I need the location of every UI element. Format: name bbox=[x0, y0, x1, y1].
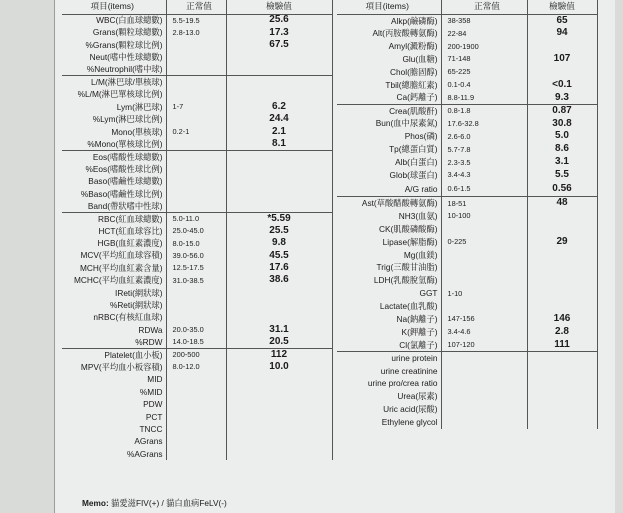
result-row bbox=[337, 403, 597, 416]
normal-range bbox=[441, 416, 527, 429]
result-value bbox=[226, 51, 332, 63]
test-name: urine pro/crea ratio bbox=[337, 377, 441, 390]
result-row bbox=[62, 249, 332, 261]
result-row bbox=[337, 66, 597, 79]
result-value bbox=[527, 351, 597, 364]
test-name: GGT bbox=[337, 287, 441, 300]
result-value bbox=[226, 64, 332, 76]
normal-range: 200-1900 bbox=[441, 40, 527, 53]
test-name: NH3(血氨) bbox=[337, 210, 441, 223]
test-name: MCHC(平均血紅素濃度) bbox=[62, 274, 166, 286]
result-value bbox=[226, 200, 332, 212]
result-value bbox=[527, 274, 597, 287]
normal-range bbox=[166, 150, 226, 162]
test-name: Alkp(鹼磷酶) bbox=[337, 14, 441, 27]
result-value: 25.5 bbox=[226, 225, 332, 237]
result-value: 65 bbox=[527, 14, 597, 27]
result-row bbox=[337, 40, 597, 53]
result-row bbox=[62, 373, 332, 385]
result-value bbox=[527, 222, 597, 235]
result-row bbox=[62, 187, 332, 199]
test-name: Tp(總蛋白質) bbox=[337, 143, 441, 156]
test-name: MPV(平均血小板容積) bbox=[62, 361, 166, 373]
normal-range: 0.6-1.5 bbox=[441, 182, 527, 197]
test-name: Cl(氯離子) bbox=[337, 338, 441, 351]
test-name: HGB(血紅素濃度) bbox=[62, 237, 166, 249]
result-row bbox=[62, 51, 332, 63]
result-row bbox=[62, 175, 332, 187]
normal-range: 71-148 bbox=[441, 53, 527, 66]
result-value: 9.3 bbox=[527, 91, 597, 104]
normal-range: 2.6-6.0 bbox=[441, 130, 527, 143]
result-value: 6.2 bbox=[226, 101, 332, 113]
result-value: 20.5 bbox=[226, 336, 332, 348]
test-name: Mg(血鎂) bbox=[337, 248, 441, 261]
result-row bbox=[337, 313, 597, 326]
result-row bbox=[62, 324, 332, 336]
result-row bbox=[337, 130, 597, 143]
result-row bbox=[337, 235, 597, 248]
test-name: Ast(草酸醋酸轉氨酶) bbox=[337, 197, 441, 210]
result-value: 107 bbox=[527, 53, 597, 66]
test-name: Phos(磷) bbox=[337, 130, 441, 143]
result-row bbox=[62, 237, 332, 249]
normal-range bbox=[166, 423, 226, 435]
result-row bbox=[337, 169, 597, 182]
result-row bbox=[62, 64, 332, 76]
result-row bbox=[337, 78, 597, 91]
test-name: Mono(單核球) bbox=[62, 126, 166, 138]
test-name: CK(肌酸磷酸酶) bbox=[337, 222, 441, 235]
result-value: *5.59 bbox=[226, 212, 332, 224]
result-value bbox=[527, 377, 597, 390]
result-value bbox=[226, 411, 332, 423]
test-name: urine creatinine bbox=[337, 364, 441, 377]
normal-range: 1-10 bbox=[441, 287, 527, 300]
normal-range: 14.0-18.5 bbox=[166, 336, 226, 348]
test-name: PDW bbox=[62, 398, 166, 410]
test-name: Lym(淋巴球) bbox=[62, 101, 166, 113]
normal-range bbox=[441, 403, 527, 416]
test-name: Eos(嗜酸性球總數) bbox=[62, 150, 166, 162]
test-name: Baso(嗜鹼性球總數) bbox=[62, 175, 166, 187]
result-value: 2.1 bbox=[226, 126, 332, 138]
result-row bbox=[62, 311, 332, 323]
result-row bbox=[337, 300, 597, 313]
result-row bbox=[337, 117, 597, 130]
result-value: 0.56 bbox=[527, 182, 597, 197]
test-name: Chol(膽固醇) bbox=[337, 66, 441, 79]
normal-range: 65-225 bbox=[441, 66, 527, 79]
result-value: 31.1 bbox=[226, 324, 332, 336]
result-value bbox=[226, 76, 332, 88]
test-name: Alt(丙胺酸轉氨酶) bbox=[337, 27, 441, 40]
result-value bbox=[226, 423, 332, 435]
test-name: Bun(血中尿素氮) bbox=[337, 117, 441, 130]
normal-range bbox=[166, 448, 226, 460]
result-value: 3.1 bbox=[527, 156, 597, 169]
test-name: Platelet(血小板) bbox=[62, 349, 166, 361]
biochemistry-table bbox=[337, 0, 598, 429]
test-name: K(鉀離子) bbox=[337, 326, 441, 339]
result-value bbox=[226, 175, 332, 187]
test-name: Alb(白蛋白) bbox=[337, 156, 441, 169]
test-name: Uric acid(尿酸) bbox=[337, 403, 441, 416]
result-row bbox=[62, 138, 332, 150]
result-row bbox=[62, 101, 332, 113]
result-value bbox=[226, 311, 332, 323]
test-name: MID bbox=[62, 373, 166, 385]
result-row bbox=[337, 210, 597, 223]
test-name: Trig(三酸甘油脂) bbox=[337, 261, 441, 274]
test-name: L/M(淋巴球/單核球) bbox=[62, 76, 166, 88]
result-row bbox=[337, 104, 597, 117]
normal-range bbox=[166, 200, 226, 212]
test-name: Neut(嗜中性球總數) bbox=[62, 51, 166, 63]
result-value: 17.3 bbox=[226, 26, 332, 38]
result-row bbox=[62, 336, 332, 348]
result-value bbox=[226, 150, 332, 162]
normal-range bbox=[166, 175, 226, 187]
normal-range: 25.0-45.0 bbox=[166, 225, 226, 237]
result-row bbox=[337, 351, 597, 364]
normal-range: 0.2-1 bbox=[166, 126, 226, 138]
normal-range bbox=[441, 248, 527, 261]
result-row bbox=[337, 287, 597, 300]
normal-range bbox=[166, 411, 226, 423]
normal-range bbox=[166, 138, 226, 150]
result-row bbox=[62, 349, 332, 361]
result-value: 29 bbox=[527, 235, 597, 248]
normal-range bbox=[166, 287, 226, 299]
test-name: urine protein bbox=[337, 351, 441, 364]
result-value: <0.1 bbox=[527, 78, 597, 91]
normal-range: 1-7 bbox=[166, 101, 226, 113]
result-value bbox=[226, 373, 332, 385]
normal-range bbox=[166, 163, 226, 175]
normal-range: 38-358 bbox=[441, 14, 527, 27]
result-value bbox=[226, 287, 332, 299]
test-name: TNCC bbox=[62, 423, 166, 435]
test-name: Glob(球蛋白) bbox=[337, 169, 441, 182]
result-row bbox=[62, 225, 332, 237]
result-value: 17.6 bbox=[226, 262, 332, 274]
result-row bbox=[62, 39, 332, 51]
result-value: 146 bbox=[527, 313, 597, 326]
result-value: 25.6 bbox=[226, 14, 332, 26]
result-value bbox=[226, 163, 332, 175]
result-row bbox=[337, 377, 597, 390]
normal-range: 20.0-35.0 bbox=[166, 324, 226, 336]
normal-range bbox=[441, 261, 527, 274]
result-row bbox=[62, 411, 332, 423]
normal-range bbox=[166, 386, 226, 398]
result-row bbox=[62, 14, 332, 26]
result-row bbox=[62, 26, 332, 38]
result-row bbox=[62, 435, 332, 447]
normal-range: 17.6-32.8 bbox=[441, 117, 527, 130]
normal-range: 0-225 bbox=[441, 235, 527, 248]
result-value bbox=[226, 299, 332, 311]
normal-range bbox=[166, 76, 226, 88]
normal-range bbox=[166, 311, 226, 323]
normal-range bbox=[441, 351, 527, 364]
test-name: Ca(鈣離子) bbox=[337, 91, 441, 104]
normal-range bbox=[166, 187, 226, 199]
test-name: %MID bbox=[62, 386, 166, 398]
normal-range bbox=[166, 64, 226, 76]
normal-range: 5.5-19.5 bbox=[166, 14, 226, 26]
test-name: %Mono(單核球比例) bbox=[62, 138, 166, 150]
test-name: HCT(紅血球容比) bbox=[62, 225, 166, 237]
result-value bbox=[226, 386, 332, 398]
test-name: %Eos(嗜酸性球比例) bbox=[62, 163, 166, 175]
normal-range: 107-120 bbox=[441, 338, 527, 351]
result-row bbox=[337, 364, 597, 377]
header-normal: 正常值 bbox=[166, 0, 226, 14]
header-row bbox=[62, 0, 332, 14]
result-row bbox=[337, 14, 597, 27]
normal-range: 3.4-4.6 bbox=[441, 326, 527, 339]
test-name: MCV(平均紅血球容積) bbox=[62, 249, 166, 261]
result-row bbox=[62, 163, 332, 175]
result-row bbox=[62, 88, 332, 100]
result-value bbox=[226, 187, 332, 199]
result-row bbox=[337, 274, 597, 287]
normal-range bbox=[166, 113, 226, 125]
result-row bbox=[62, 150, 332, 162]
result-value: 24.4 bbox=[226, 113, 332, 125]
test-name: %Baso(嗜鹼性球比例) bbox=[62, 187, 166, 199]
test-name: Urea(尿素) bbox=[337, 390, 441, 403]
result-value bbox=[527, 40, 597, 53]
test-name: Band(帶狀嗜中性球) bbox=[62, 200, 166, 212]
result-row bbox=[62, 423, 332, 435]
normal-range bbox=[441, 300, 527, 313]
result-value: 67.5 bbox=[226, 39, 332, 51]
test-name: Tbil(總膽紅素) bbox=[337, 78, 441, 91]
result-value: 9.8 bbox=[226, 237, 332, 249]
result-row bbox=[62, 262, 332, 274]
normal-range: 2.3-3.5 bbox=[441, 156, 527, 169]
result-value bbox=[527, 300, 597, 313]
test-name: IReti(網狀球) bbox=[62, 287, 166, 299]
test-name: %RDW bbox=[62, 336, 166, 348]
header-items: 項目(items) bbox=[62, 0, 166, 14]
header-row bbox=[337, 0, 597, 14]
result-value: 5.0 bbox=[527, 130, 597, 143]
normal-range: 5.7-7.8 bbox=[441, 143, 527, 156]
result-row bbox=[62, 299, 332, 311]
result-row bbox=[337, 416, 597, 429]
test-name: %L/M(淋巴單核球比例) bbox=[62, 88, 166, 100]
test-name: PCT bbox=[62, 411, 166, 423]
normal-range: 0.8-1.8 bbox=[441, 104, 527, 117]
result-row bbox=[337, 27, 597, 40]
result-value: 94 bbox=[527, 27, 597, 40]
result-row bbox=[62, 126, 332, 138]
normal-range: 0.1-0.4 bbox=[441, 78, 527, 91]
result-row bbox=[337, 143, 597, 156]
result-value: 2.8 bbox=[527, 326, 597, 339]
normal-range bbox=[441, 377, 527, 390]
memo-line bbox=[82, 497, 227, 509]
result-row bbox=[337, 338, 597, 351]
normal-range: 5.0-11.0 bbox=[166, 212, 226, 224]
memo-text: 貓愛滋FIV(+) / 貓白血病FeLV(-) bbox=[111, 498, 227, 508]
result-row bbox=[337, 156, 597, 169]
hematology-table bbox=[62, 0, 333, 460]
normal-range bbox=[166, 435, 226, 447]
normal-range bbox=[166, 51, 226, 63]
test-name: %Reti(網狀球) bbox=[62, 299, 166, 311]
test-name: Na(鈉離子) bbox=[337, 313, 441, 326]
result-row bbox=[337, 390, 597, 403]
normal-range: 200-500 bbox=[166, 349, 226, 361]
result-value bbox=[226, 448, 332, 460]
normal-range: 8.8-11.9 bbox=[441, 91, 527, 104]
header-normal: 正常值 bbox=[441, 0, 527, 14]
normal-range bbox=[441, 222, 527, 235]
normal-range: 22-84 bbox=[441, 27, 527, 40]
result-value bbox=[226, 398, 332, 410]
result-row bbox=[62, 386, 332, 398]
result-row bbox=[62, 76, 332, 88]
test-name: RDWa bbox=[62, 324, 166, 336]
test-name: Glu(血糖) bbox=[337, 53, 441, 66]
result-row bbox=[337, 197, 597, 210]
result-value: 48 bbox=[527, 197, 597, 210]
normal-range: 8.0-12.0 bbox=[166, 361, 226, 373]
result-row bbox=[337, 222, 597, 235]
normal-range: 147-156 bbox=[441, 313, 527, 326]
test-name: LDH(乳酸脫氫酶) bbox=[337, 274, 441, 287]
result-row bbox=[62, 287, 332, 299]
result-row bbox=[337, 261, 597, 274]
result-row bbox=[62, 398, 332, 410]
result-value bbox=[527, 210, 597, 223]
normal-range bbox=[166, 88, 226, 100]
normal-range: 8.0-15.0 bbox=[166, 237, 226, 249]
test-name: Lactate(血乳酸) bbox=[337, 300, 441, 313]
result-value bbox=[527, 287, 597, 300]
test-name: Ethylene glycol bbox=[337, 416, 441, 429]
normal-range: 31.0-38.5 bbox=[166, 274, 226, 286]
memo-label: Memo: bbox=[82, 498, 109, 508]
normal-range bbox=[166, 39, 226, 51]
result-row bbox=[62, 212, 332, 224]
result-row bbox=[337, 91, 597, 104]
result-row bbox=[62, 274, 332, 286]
normal-range bbox=[166, 373, 226, 385]
result-value: 112 bbox=[226, 349, 332, 361]
normal-range bbox=[166, 299, 226, 311]
result-value bbox=[527, 261, 597, 274]
test-name: AGrans bbox=[62, 435, 166, 447]
normal-range: 39.0-56.0 bbox=[166, 249, 226, 261]
test-name: %Grans(顆粒球比例) bbox=[62, 39, 166, 51]
result-value: 45.5 bbox=[226, 249, 332, 261]
normal-range: 2.8-13.0 bbox=[166, 26, 226, 38]
result-value: 38.6 bbox=[226, 274, 332, 286]
normal-range bbox=[166, 398, 226, 410]
normal-range: 18-51 bbox=[441, 197, 527, 210]
result-row bbox=[62, 361, 332, 373]
test-name: MCH(平均血紅素含量) bbox=[62, 262, 166, 274]
test-name: RBC(紅血球總數) bbox=[62, 212, 166, 224]
test-name: nRBC(有核紅血球) bbox=[62, 311, 166, 323]
result-row bbox=[62, 113, 332, 125]
result-value: 111 bbox=[527, 338, 597, 351]
test-name: Lipase(解脂酶) bbox=[337, 235, 441, 248]
test-name: Amyl(澱粉酶) bbox=[337, 40, 441, 53]
result-row bbox=[62, 448, 332, 460]
normal-range bbox=[441, 274, 527, 287]
test-name: WBC(白血球總數) bbox=[62, 14, 166, 26]
result-value bbox=[527, 403, 597, 416]
result-value: 8.1 bbox=[226, 138, 332, 150]
test-name: Crea(肌酸酐) bbox=[337, 104, 441, 117]
result-value bbox=[527, 248, 597, 261]
test-name: Grans(顆粒球總數) bbox=[62, 26, 166, 38]
test-name: %AGrans bbox=[62, 448, 166, 460]
result-row bbox=[62, 200, 332, 212]
result-value bbox=[527, 364, 597, 377]
result-row bbox=[337, 182, 597, 197]
result-value: 8.6 bbox=[527, 143, 597, 156]
result-row bbox=[337, 53, 597, 66]
result-value: 30.8 bbox=[527, 117, 597, 130]
test-name: %Neutrophil(嗜中球) bbox=[62, 64, 166, 76]
result-value bbox=[527, 390, 597, 403]
normal-range bbox=[441, 364, 527, 377]
normal-range: 12.5-17.5 bbox=[166, 262, 226, 274]
result-value: 5.5 bbox=[527, 169, 597, 182]
normal-range bbox=[441, 390, 527, 403]
test-name: A/G ratio bbox=[337, 182, 441, 197]
normal-range: 10-100 bbox=[441, 210, 527, 223]
result-row bbox=[337, 248, 597, 261]
header-result: 檢驗值 bbox=[527, 0, 597, 14]
result-value: 0.87 bbox=[527, 104, 597, 117]
test-name: %Lym(淋巴球比例) bbox=[62, 113, 166, 125]
header-result: 檢驗值 bbox=[226, 0, 332, 14]
result-value bbox=[527, 416, 597, 429]
normal-range: 3.4-4.3 bbox=[441, 169, 527, 182]
result-value bbox=[226, 88, 332, 100]
header-items: 項目(items) bbox=[337, 0, 441, 14]
result-value bbox=[226, 435, 332, 447]
result-value bbox=[527, 66, 597, 79]
result-row bbox=[337, 326, 597, 339]
result-value: 10.0 bbox=[226, 361, 332, 373]
